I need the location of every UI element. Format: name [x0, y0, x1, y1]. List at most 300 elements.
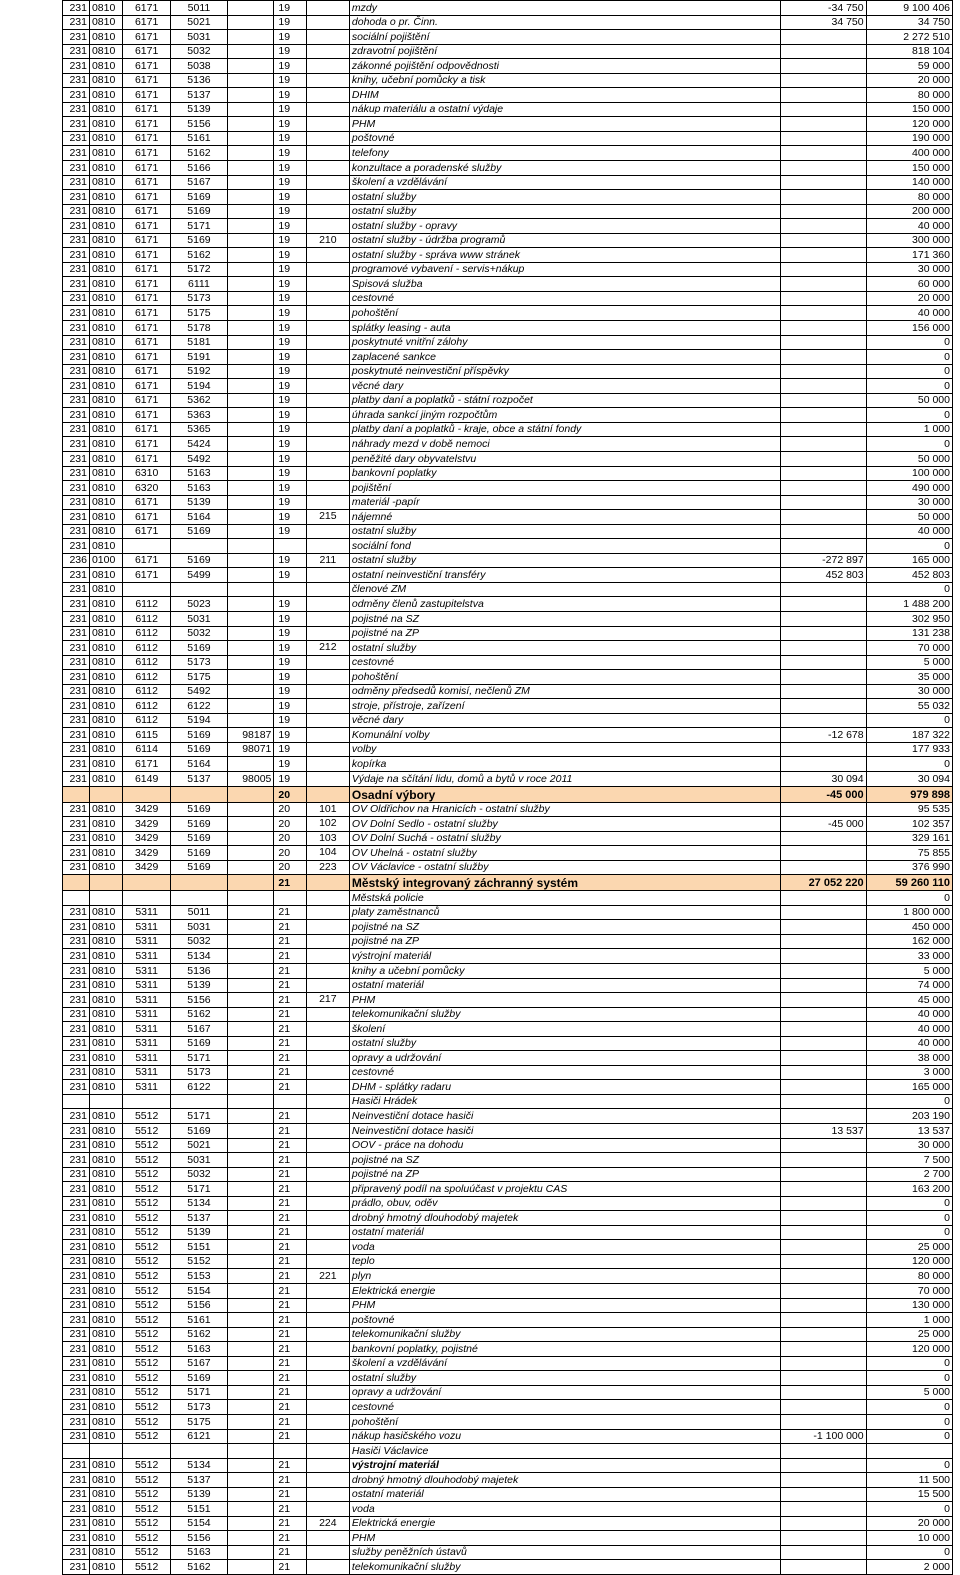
- group-cell: [306, 161, 349, 176]
- paragraph-cell: 6112: [123, 684, 170, 699]
- paragraph-cell: 5512: [123, 1138, 170, 1153]
- paragraph-cell: [123, 786, 170, 802]
- chapter-cell: 20: [274, 831, 306, 846]
- chapter-cell: 20: [274, 846, 306, 861]
- paragraph-cell: 3429: [123, 860, 170, 875]
- group-cell: 212: [306, 641, 349, 656]
- item-cell: 5169: [170, 831, 227, 846]
- org-cell: [228, 949, 274, 964]
- code-cell: 0810: [89, 1516, 122, 1531]
- item-cell: 5139: [170, 1487, 227, 1502]
- table-row: [63, 161, 953, 176]
- group-cell: [306, 1109, 349, 1124]
- org-cell: [228, 1269, 274, 1284]
- prefix-cell: 231: [63, 219, 90, 234]
- change-cell: [781, 379, 866, 394]
- table-row: [63, 422, 953, 437]
- table-row: [63, 408, 953, 423]
- item-cell: [170, 891, 227, 906]
- amount-cell: 165 000: [866, 1080, 952, 1095]
- chapter-cell: 21: [274, 1371, 306, 1386]
- change-cell: [781, 1516, 866, 1531]
- org-cell: [228, 978, 274, 993]
- paragraph-cell: 5512: [123, 1487, 170, 1502]
- prefix-cell: 231: [63, 262, 90, 277]
- paragraph-cell: 5512: [123, 1502, 170, 1517]
- change-cell: [781, 1196, 866, 1211]
- group-cell: [306, 1007, 349, 1022]
- group-cell: [306, 393, 349, 408]
- item-cell: 5166: [170, 161, 227, 176]
- paragraph-cell: 6171: [123, 335, 170, 350]
- chapter-cell: 21: [274, 905, 306, 920]
- group-cell: 221: [306, 1269, 349, 1284]
- code-cell: 0810: [89, 73, 122, 88]
- org-cell: [228, 699, 274, 714]
- prefix-cell: 231: [63, 684, 90, 699]
- org-cell: [228, 1036, 274, 1051]
- code-cell: 0810: [89, 1327, 122, 1342]
- description-cell: prádlo, obuv, oděv: [349, 1196, 781, 1211]
- paragraph-cell: 5512: [123, 1429, 170, 1444]
- chapter-cell: 19: [274, 481, 306, 496]
- paragraph-cell: 6171: [123, 131, 170, 146]
- group-cell: [306, 728, 349, 743]
- group-cell: [306, 1414, 349, 1429]
- prefix-cell: 231: [63, 1211, 90, 1226]
- paragraph-cell: 6171: [123, 379, 170, 394]
- description-cell: ostatní materiál: [349, 978, 781, 993]
- prefix-cell: 231: [63, 379, 90, 394]
- description-cell: pojistné na SZ: [349, 1153, 781, 1168]
- table-row: [63, 1516, 953, 1531]
- chapter-cell: 21: [274, 1516, 306, 1531]
- chapter-cell: 21: [274, 1531, 306, 1546]
- paragraph-cell: 6149: [123, 771, 170, 786]
- chapter-cell: 21: [274, 1429, 306, 1444]
- description-cell: drobný hmotný dlouhodobý majetek: [349, 1211, 781, 1226]
- org-cell: [228, 175, 274, 190]
- group-cell: [306, 30, 349, 45]
- amount-cell: 0: [866, 1356, 952, 1371]
- description-cell: ostatní materiál: [349, 1487, 781, 1502]
- description-cell: ostatní služby - správa www stránek: [349, 248, 781, 263]
- description-cell: splátky leasing - auta: [349, 321, 781, 336]
- description-cell: konzultace a poradenské služby: [349, 161, 781, 176]
- description-cell: DHM - splátky radaru: [349, 1080, 781, 1095]
- code-cell: 0810: [89, 978, 122, 993]
- table-row: [63, 641, 953, 656]
- group-cell: [306, 1196, 349, 1211]
- group-cell: [306, 364, 349, 379]
- paragraph-cell: 5512: [123, 1342, 170, 1357]
- org-cell: [228, 655, 274, 670]
- code-cell: 0810: [89, 905, 122, 920]
- item-cell: 5173: [170, 1400, 227, 1415]
- table-row: [63, 1182, 953, 1197]
- code-cell: 0810: [89, 655, 122, 670]
- item-cell: 5139: [170, 1225, 227, 1240]
- code-cell: 0810: [89, 1065, 122, 1080]
- amount-cell: 163 200: [866, 1182, 952, 1197]
- org-cell: [228, 1545, 274, 1560]
- amount-cell: 162 000: [866, 934, 952, 949]
- change-cell: [781, 1240, 866, 1255]
- group-cell: [306, 1327, 349, 1342]
- table-row: [63, 831, 953, 846]
- change-cell: [781, 248, 866, 263]
- description-cell: cestovné: [349, 291, 781, 306]
- item-cell: 5011: [170, 1, 227, 16]
- org-cell: [228, 1342, 274, 1357]
- amount-cell: 9 100 406: [866, 1, 952, 16]
- chapter-cell: 19: [274, 44, 306, 59]
- chapter-cell: 21: [274, 1065, 306, 1080]
- table-row: [63, 146, 953, 161]
- group-cell: [306, 1138, 349, 1153]
- paragraph-cell: 5512: [123, 1400, 170, 1415]
- group-cell: [306, 321, 349, 336]
- chapter-cell: 19: [274, 73, 306, 88]
- table-row: [63, 364, 953, 379]
- change-cell: [781, 451, 866, 466]
- description-cell: ostatní služby: [349, 204, 781, 219]
- chapter-cell: [274, 582, 306, 597]
- org-cell: [228, 30, 274, 45]
- description-cell: DHIM: [349, 88, 781, 103]
- item-cell: 6111: [170, 277, 227, 292]
- chapter-cell: 21: [274, 1414, 306, 1429]
- description-cell: členové ZM: [349, 582, 781, 597]
- group-cell: [306, 1429, 349, 1444]
- chapter-cell: 21: [274, 934, 306, 949]
- table-row: [63, 1225, 953, 1240]
- code-cell: 0810: [89, 1269, 122, 1284]
- item-cell: 6122: [170, 1080, 227, 1095]
- table-row: [63, 1284, 953, 1299]
- group-cell: [306, 934, 349, 949]
- table-row: [63, 1298, 953, 1313]
- table-row: [63, 262, 953, 277]
- chapter-cell: 21: [274, 1153, 306, 1168]
- prefix-cell: 231: [63, 1036, 90, 1051]
- chapter-cell: 21: [274, 1254, 306, 1269]
- change-cell: [781, 422, 866, 437]
- item-cell: 5169: [170, 204, 227, 219]
- item-cell: 5156: [170, 1531, 227, 1546]
- change-cell: [781, 582, 866, 597]
- paragraph-cell: 5311: [123, 905, 170, 920]
- org-cell: [228, 1109, 274, 1124]
- amount-cell: 102 357: [866, 817, 952, 832]
- change-cell: 27 052 220: [781, 875, 866, 891]
- item-cell: 5365: [170, 422, 227, 437]
- paragraph-cell: 6171: [123, 44, 170, 59]
- org-cell: [228, 131, 274, 146]
- item-cell: [170, 582, 227, 597]
- description-cell: poskytnuté neinvestiční příspěvky: [349, 364, 781, 379]
- table-row: [63, 728, 953, 743]
- item-cell: 5167: [170, 1022, 227, 1037]
- change-cell: [781, 510, 866, 525]
- description-cell: OV Uhelná - ostatní služby: [349, 846, 781, 861]
- item-cell: 5192: [170, 364, 227, 379]
- paragraph-cell: 5512: [123, 1211, 170, 1226]
- change-cell: -272 897: [781, 553, 866, 568]
- amount-cell: 0: [866, 437, 952, 452]
- group-cell: [306, 1022, 349, 1037]
- description-cell: školení a vzdělávání: [349, 1356, 781, 1371]
- table-row: [63, 277, 953, 292]
- code-cell: 0810: [89, 204, 122, 219]
- paragraph-cell: 6171: [123, 146, 170, 161]
- chapter-cell: 19: [274, 30, 306, 45]
- item-cell: 5194: [170, 379, 227, 394]
- prefix-cell: 231: [63, 1414, 90, 1429]
- code-cell: 0810: [89, 771, 122, 786]
- table-row: [63, 117, 953, 132]
- amount-cell: 120 000: [866, 1342, 952, 1357]
- table-row: [63, 699, 953, 714]
- paragraph-cell: 6114: [123, 742, 170, 757]
- paragraph-cell: 6112: [123, 626, 170, 641]
- description-cell: platby daní a poplatků - státní rozpočet: [349, 393, 781, 408]
- change-cell: [781, 277, 866, 292]
- description-cell: zdravotní pojištění: [349, 44, 781, 59]
- prefix-cell: 231: [63, 1182, 90, 1197]
- code-cell: 0810: [89, 802, 122, 817]
- paragraph-cell: 6171: [123, 510, 170, 525]
- group-cell: [306, 757, 349, 772]
- item-cell: 5021: [170, 1138, 227, 1153]
- item-cell: 5151: [170, 1240, 227, 1255]
- prefix-cell: 231: [63, 117, 90, 132]
- paragraph-cell: 6112: [123, 597, 170, 612]
- group-cell: [306, 568, 349, 583]
- paragraph-cell: 6171: [123, 553, 170, 568]
- amount-cell: 979 898: [866, 786, 952, 802]
- description-cell: pohoštění: [349, 670, 781, 685]
- chapter-cell: 21: [274, 1356, 306, 1371]
- amount-cell: 60 000: [866, 277, 952, 292]
- prefix-cell: 231: [63, 175, 90, 190]
- description-cell: ostatní služby - údržba programů: [349, 233, 781, 248]
- amount-cell: 165 000: [866, 553, 952, 568]
- table-row: [63, 1400, 953, 1415]
- org-cell: [228, 379, 274, 394]
- chapter-cell: 21: [274, 978, 306, 993]
- paragraph-cell: 6171: [123, 422, 170, 437]
- change-cell: [781, 1284, 866, 1299]
- chapter-cell: 19: [274, 684, 306, 699]
- description-cell: ostatní služby: [349, 524, 781, 539]
- table-row: [63, 1414, 953, 1429]
- org-cell: [228, 73, 274, 88]
- org-cell: [228, 1225, 274, 1240]
- item-cell: 5173: [170, 291, 227, 306]
- change-cell: [781, 1182, 866, 1197]
- description-cell: teplo: [349, 1254, 781, 1269]
- code-cell: 0810: [89, 1254, 122, 1269]
- chapter-cell: 19: [274, 102, 306, 117]
- org-cell: [228, 1327, 274, 1342]
- paragraph-cell: 6171: [123, 190, 170, 205]
- amount-cell: 40 000: [866, 219, 952, 234]
- code-cell: 0810: [89, 1167, 122, 1182]
- item-cell: 5137: [170, 1473, 227, 1488]
- amount-cell: 200 000: [866, 204, 952, 219]
- table-row: [63, 1429, 953, 1444]
- prefix-cell: 231: [63, 146, 90, 161]
- amount-cell: 38 000: [866, 1051, 952, 1066]
- description-cell: cestovné: [349, 1400, 781, 1415]
- paragraph-cell: 6171: [123, 102, 170, 117]
- prefix-cell: 231: [63, 248, 90, 263]
- item-cell: 5172: [170, 262, 227, 277]
- group-cell: [306, 699, 349, 714]
- change-cell: [781, 204, 866, 219]
- group-cell: [306, 891, 349, 906]
- table-row: [63, 1254, 953, 1269]
- paragraph-cell: 3429: [123, 802, 170, 817]
- org-cell: [228, 1414, 274, 1429]
- table-row: [63, 771, 953, 786]
- group-cell: [306, 44, 349, 59]
- code-cell: 0810: [89, 1, 122, 16]
- item-cell: 5175: [170, 670, 227, 685]
- code-cell: 0810: [89, 1007, 122, 1022]
- change-cell: [781, 437, 866, 452]
- amount-cell: 59 260 110: [866, 875, 952, 891]
- code-cell: 0810: [89, 1298, 122, 1313]
- item-cell: 5156: [170, 117, 227, 132]
- amount-cell: 0: [866, 379, 952, 394]
- paragraph-cell: 5512: [123, 1167, 170, 1182]
- item-cell: 5169: [170, 1371, 227, 1386]
- group-cell: 104: [306, 846, 349, 861]
- item-cell: [170, 875, 227, 891]
- item-cell: 5032: [170, 1167, 227, 1182]
- chapter-cell: 21: [274, 1196, 306, 1211]
- change-cell: [781, 1458, 866, 1473]
- chapter-cell: 19: [274, 190, 306, 205]
- org-cell: [228, 146, 274, 161]
- table-row: [63, 1269, 953, 1284]
- chapter-cell: 21: [274, 1284, 306, 1299]
- org-cell: [228, 364, 274, 379]
- item-cell: 5139: [170, 495, 227, 510]
- paragraph-cell: 6171: [123, 73, 170, 88]
- amount-cell: 452 803: [866, 568, 952, 583]
- chapter-cell: 19: [274, 204, 306, 219]
- prefix-cell: [63, 786, 90, 802]
- change-cell: [781, 73, 866, 88]
- chapter-cell: 19: [274, 233, 306, 248]
- chapter-cell: 19: [274, 553, 306, 568]
- group-cell: [306, 771, 349, 786]
- code-cell: 0100: [89, 553, 122, 568]
- description-cell: sociální fond: [349, 539, 781, 554]
- amount-cell: 329 161: [866, 831, 952, 846]
- chapter-cell: 20: [274, 786, 306, 802]
- org-cell: [228, 219, 274, 234]
- table-row: [63, 713, 953, 728]
- org-cell: 98005: [228, 771, 274, 786]
- item-cell: 5163: [170, 466, 227, 481]
- org-cell: [228, 408, 274, 423]
- code-cell: 0810: [89, 335, 122, 350]
- paragraph-cell: 5512: [123, 1153, 170, 1168]
- budget-sheet: [62, 0, 953, 1575]
- code-cell: 0810: [89, 306, 122, 321]
- group-cell: [306, 1094, 349, 1109]
- table-row: [63, 1138, 953, 1153]
- change-cell: [781, 1153, 866, 1168]
- section-row: [63, 875, 953, 891]
- prefix-cell: 231: [63, 1240, 90, 1255]
- group-cell: [306, 597, 349, 612]
- group-cell: [306, 204, 349, 219]
- description-cell: odměny členů zastupitelstva: [349, 597, 781, 612]
- amount-cell: 490 000: [866, 481, 952, 496]
- amount-cell: 30 000: [866, 262, 952, 277]
- prefix-cell: 231: [63, 393, 90, 408]
- group-cell: [306, 1225, 349, 1240]
- paragraph-cell: 6171: [123, 495, 170, 510]
- change-cell: [781, 1356, 866, 1371]
- table-row: [63, 190, 953, 205]
- paragraph-cell: 6112: [123, 611, 170, 626]
- item-cell: 5178: [170, 321, 227, 336]
- org-cell: [228, 1080, 274, 1095]
- amount-cell: 11 500: [866, 1473, 952, 1488]
- item-cell: [170, 1444, 227, 1459]
- chapter-cell: 19: [274, 626, 306, 641]
- description-cell: cestovné: [349, 655, 781, 670]
- item-cell: 5134: [170, 1458, 227, 1473]
- description-cell: platy zaměstnanců: [349, 905, 781, 920]
- code-cell: 0810: [89, 1036, 122, 1051]
- paragraph-cell: 5311: [123, 920, 170, 935]
- table-row: [63, 582, 953, 597]
- change-cell: [781, 1414, 866, 1429]
- code-cell: 0810: [89, 684, 122, 699]
- amount-cell: 0: [866, 364, 952, 379]
- change-cell: [781, 597, 866, 612]
- chapter-cell: 19: [274, 524, 306, 539]
- chapter-cell: 21: [274, 1007, 306, 1022]
- paragraph-cell: 5512: [123, 1254, 170, 1269]
- table-row: [63, 684, 953, 699]
- change-cell: [781, 466, 866, 481]
- table-row: [63, 964, 953, 979]
- group-cell: [306, 978, 349, 993]
- org-cell: [228, 684, 274, 699]
- table-row: [63, 335, 953, 350]
- change-cell: [781, 802, 866, 817]
- table-row: [63, 670, 953, 685]
- group-cell: [306, 1153, 349, 1168]
- prefix-cell: [63, 891, 90, 906]
- chapter-cell: 21: [274, 993, 306, 1008]
- org-cell: [228, 1065, 274, 1080]
- group-cell: [306, 1371, 349, 1386]
- chapter-cell: 19: [274, 393, 306, 408]
- description-cell: pojištění: [349, 481, 781, 496]
- code-cell: 0810: [89, 1109, 122, 1124]
- org-cell: [228, 846, 274, 861]
- chapter-cell: 19: [274, 408, 306, 423]
